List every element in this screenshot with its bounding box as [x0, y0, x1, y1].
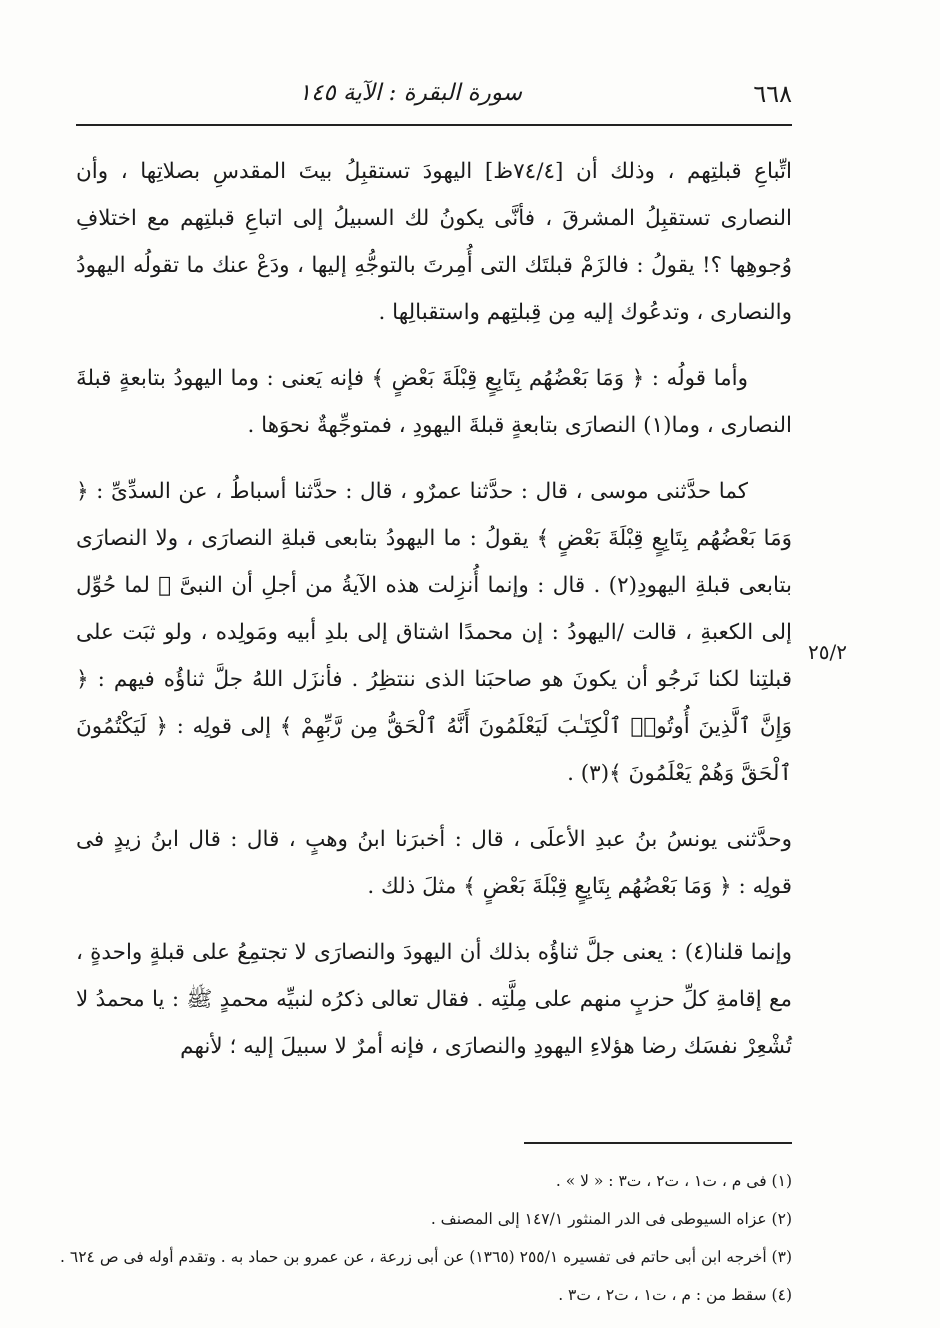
footnote-4: (٤) سقط من : م ، ت١ ، ت٢ ، ت٣ . — [558, 1286, 792, 1304]
margin-reference: ٢٥/٢ — [808, 640, 847, 664]
footnote-1: (١) فى م ، ت١ ، ت٢ ، ت٣ : « لا » . — [555, 1172, 792, 1190]
footnote-3: (٣) أخرجه ابن أبى حاتم فى تفسيره ٢٥٥/١ (١٣٦٥) عن أبى زرعة ، عن عمرو بن حماد به . وتقدم أوله فى ص ٦٢٤ . — [60, 1248, 792, 1266]
running-title: سورة البقرة : الآية ١٤٥ — [298, 80, 522, 106]
page-header — [76, 70, 792, 120]
footnote-divider — [524, 1142, 792, 1144]
footnote-2: (٢) عزاه السيوطى فى الدر المنثور ١٤٧/١ إلى المصنف . — [430, 1210, 792, 1228]
paragraph-4: وحدَّثنى يونسُ بنُ عبدِ الأعلَى ، قال : أخبرَنا ابنُ وهبٍ ، قال : قال ابنُ زيدٍ فى قولِه : ﴿ وَمَا بَعْضُهُم بِتَابِعٍ قِبْلَةَ بَعْضٍ ﴾ مثلَ ذلك . — [76, 827, 792, 899]
main-text — [76, 148, 792, 1089]
paragraph-2: وأما قولُه : ﴿ وَمَا بَعْضُهُم بِتَابِعٍ قِبْلَةَ بَعْضٍ ﴾ فإنه يَعنى : وما اليهودُ بتابعةٍ قبلةَ النصارى ، وما(١) النصارَى بتابعةٍ قبلةَ اليهودِ ، فمتوجِّهةٌ نحوَها . — [76, 366, 792, 438]
page-number: ٦٦٨ — [753, 80, 792, 108]
header-divider — [76, 124, 792, 126]
paragraph-3: كما حدَّثنى موسى ، قال : حدَّثنا عمرٌو ، قال : حدَّثنا أسباطُ ، عن السدِّىِّ : ﴿ وَمَا بَعْضُهُم بِتَابِعٍ قِبْلَةَ بَعْضٍ ﴾ يقولُ : ما اليهودُ بتابعى قبلةِ النصارَى ، ولا النصارَى بتابعى قبلةِ اليهودِ(٢) . قال : وإنما أُنزِلت هذه الآيةُ من أجلِ أن النبىَّ ﷺ لما حُوِّل إلى الكعبةِ ، قالت /اليهودُ : إن محمدًا اشتاق إلى بلدِ أبيه ومَولِده ، ولو ثبَت على قبلتِنا لكنا نَرجُو أن يكونَ هو صاحبَنا الذى ننتظِرُ . فأنزَل اللهُ جلَّ ثناؤُه فيهم : ﴿ وَإِنَّ ٱلَّذِينَ أُوتُوا۟ ٱلْكِتَـٰبَ لَيَعْلَمُونَ أَنَّهُ ٱلْحَقُّ مِن رَّبِّهِمْ ﴾ إلى قولِه : ﴿ لَيَكْتُمُونَ ٱلْحَقَّ وَهُمْ يَعْلَمُونَ ﴾(٣) . — [76, 479, 792, 786]
paragraph-1: اتِّباعِ قبلتِهم ، وذلك أن [٧٤/٤ظ] اليهودَ تستقبِلُ بيتَ المقدسِ بصلاتِها ، وأن النصارى تستقبِلُ المشرقَ ، فأنَّى يكونُ لك السبيلُ إلى اتباعِ قبلتِهم مع اختلافِ وُجوهِها ؟! يقولُ : فالزَمْ قبلتَك التى أُمِرتَ بالتوجُّهِ إليها ، ودَعْ عنك ما تقولُه اليهودُ والنصارى ، وتدعُوك إليه مِن قِبلتِهم واستقبالِها . — [76, 159, 792, 325]
footnotes — [60, 1162, 792, 1314]
paragraph-5: وإنما قلنا(٤) : يعنى جلَّ ثناؤُه بذلك أن اليهودَ والنصارَى لا تجتمِعُ على قبلةٍ واحدةٍ ، مع إقامةِ كلِّ حزبٍ منهم على مِلَّتِه . فقال تعالى ذكرُه لنبيِّه محمدٍ ﷺ : يا محمدُ لا تُشْعِرْ نفسَك رضا هؤلاءِ اليهودِ والنصارَى ، فإنه أمرٌ لا سبيلَ إليه ؛ لأنهم — [76, 940, 792, 1059]
